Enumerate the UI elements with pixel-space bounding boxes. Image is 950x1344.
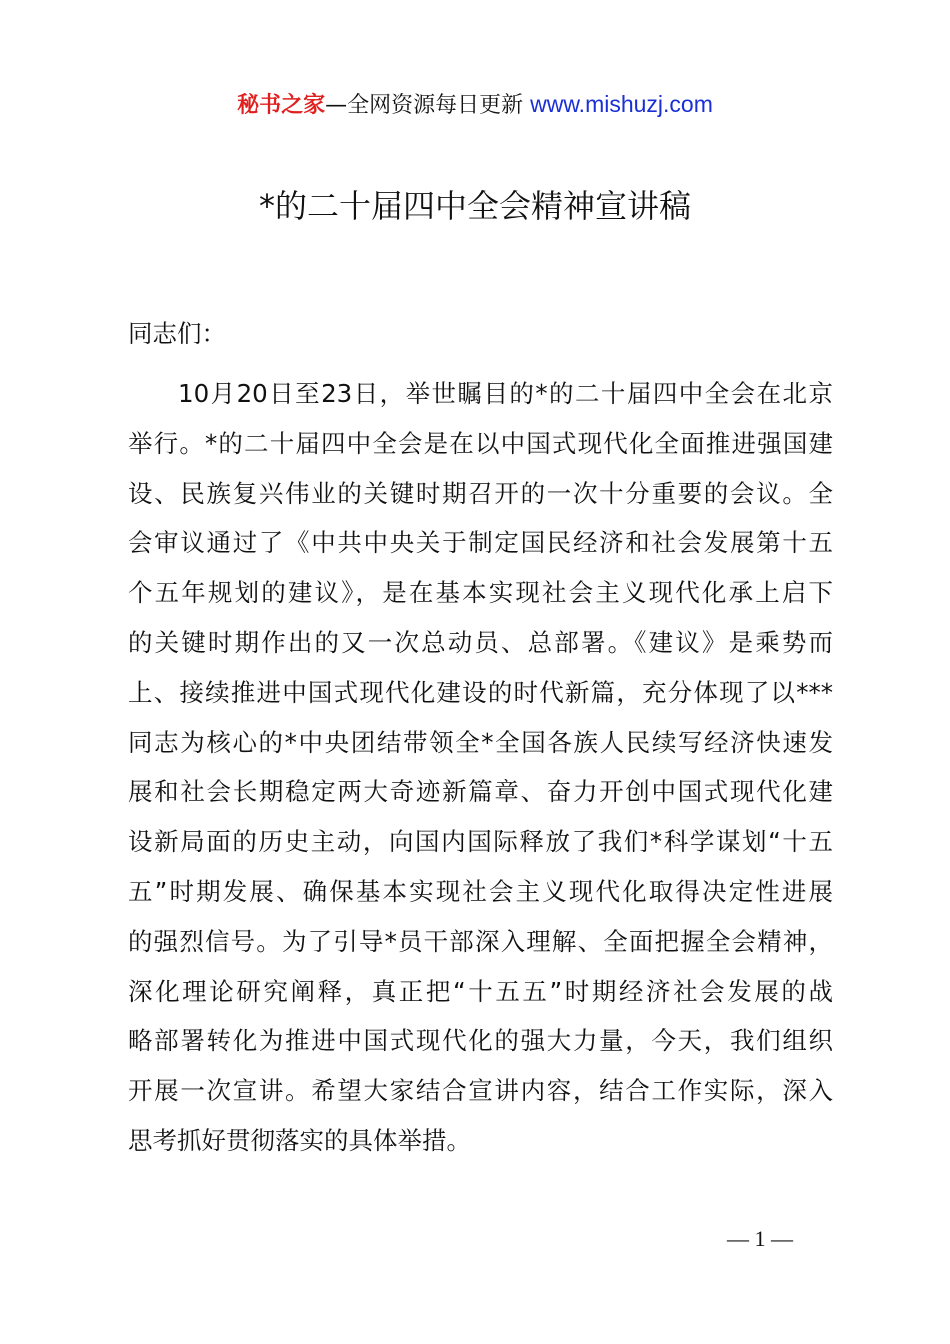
paragraph-line: 设新局面的历史主动，向国内国际释放了我们*科学谋划“十五 [128,827,833,857]
document-body [128,369,833,1166]
paragraph-line: 深化理论研究阐释，真正把“十五五”时期经济社会发展的战 [128,976,833,1006]
paragraph-line: 会审议通过了《中共中央关于制定国民经济和社会发展第十五 [128,528,833,558]
brand-name: 秘书之家 [237,93,326,118]
header-tagline: —全网资源每日更新 [325,93,531,118]
paragraph-line: 略部署转化为推进中国式现代化的强大力量，今天，我们组织 [128,1026,833,1056]
paragraph-line: 设、民族复兴伟业的关键时期召开的一次十分重要的会议。全 [128,478,833,508]
paragraph-line: 思考抓好贯彻落实的具体举措。 [128,1125,471,1155]
greeting: 同志们： [128,319,226,348]
paragraph-line: 举行。*的二十届四中全会是在以中国式现代化全面推进强国建 [128,428,833,458]
document-title: *的二十届四中全会精神宣讲稿 [258,187,691,225]
paragraph-line: 展和社会长期稳定两大奇迹新篇章、奋力开创中国式现代化建 [128,777,833,807]
paragraph-line: 10月20日至23日，举世瞩目的*的二十届四中全会在北京 [178,379,833,408]
paragraph-line: 上、接续推进中国式现代化建设的时代新篇，充分体现了以*** [128,677,833,707]
paragraph-line: 开展一次宣讲。希望大家结合宣讲内容，结合工作实际，深入 [128,1076,833,1106]
page-number: — 1 — [727,1226,793,1251]
paragraph-line: 的强烈信号。为了引导*员干部深入理解、全面把握全会精神， [128,926,833,956]
paragraph-line: 个五年规划的建议》，是在基本实现社会主义现代化承上启下 [128,578,833,608]
site-header [0,88,950,122]
paragraph-line: 同志为核心的*中央团结带领全*全国各族人民续写经济快速发 [128,727,833,757]
paragraph-line: 的关键时期作出的又一次总动员、总部署。《建议》是乘势而 [128,627,833,657]
paragraph-line: 五”时期发展、确保基本实现社会主义现代化取得决定性进展 [128,876,833,906]
site-url-link[interactable]: www.mishuzj.com [530,91,713,117]
